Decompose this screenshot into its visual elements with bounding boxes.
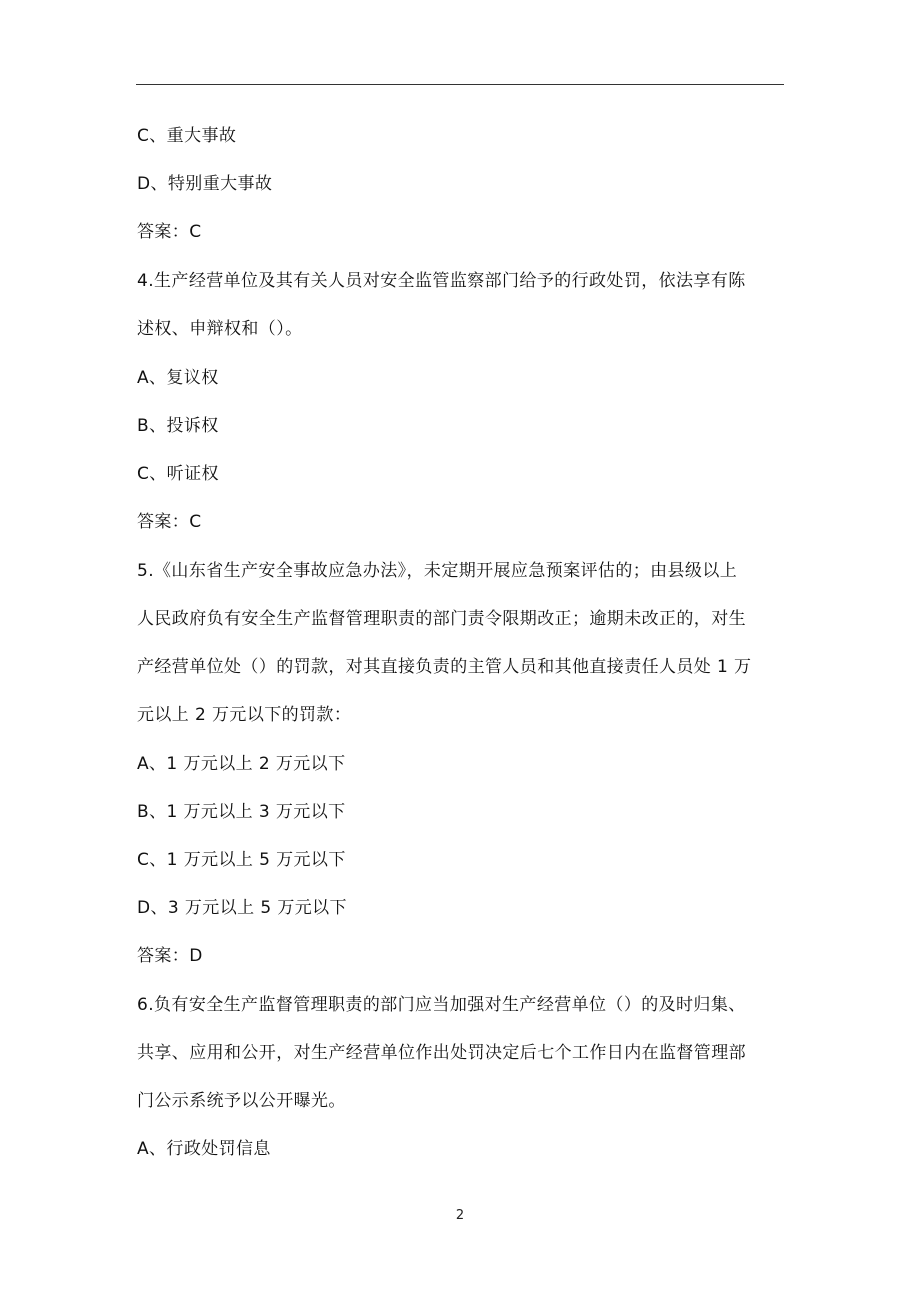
question-5-line-4: 元以上 2 万元以下的罚款： xyxy=(137,705,352,725)
question-6-line-3: 门公示系统予以公开曝光。 xyxy=(137,1091,346,1111)
option-b-q4: B、投诉权 xyxy=(137,416,219,436)
answer-q4: 答案：C xyxy=(137,512,202,532)
option-c-q5: C、1 万元以上 5 万元以下 xyxy=(137,850,346,870)
question-4-line-2: 述权、申辩权和（）。 xyxy=(137,319,303,339)
question-5-line-1: 5.《山东省生产安全事故应急办法》，未定期开展应急预案评估的；由县级以上 xyxy=(137,561,738,581)
option-a-q6: A、行政处罚信息 xyxy=(137,1139,271,1159)
option-d-q3: D、特别重大事故 xyxy=(137,174,273,194)
header-rule xyxy=(136,84,784,85)
option-d-q5: D、3 万元以上 5 万元以下 xyxy=(137,898,347,918)
option-c-q4: C、听证权 xyxy=(137,464,219,484)
option-a-q4: A、复议权 xyxy=(137,368,219,388)
question-5-line-2: 人民政府负有安全生产监督管理职责的部门责令限期改正；逾期未改正的，对生 xyxy=(137,609,746,629)
question-6-line-2: 共享、应用和公开，对生产经营单位作出处罚决定后七个工作日内在监督管理部 xyxy=(137,1043,746,1063)
option-b-q5: B、1 万元以上 3 万元以下 xyxy=(137,802,346,822)
question-5-line-3: 产经营单位处（）的罚款，对其直接负责的主管人员和其他直接责任人员处 1 万 xyxy=(137,657,752,677)
option-c-q3: C、重大事故 xyxy=(137,126,237,146)
question-6-line-1: 6.负有安全生产监督管理职责的部门应当加强对生产经营单位（）的及时归集、 xyxy=(137,995,746,1015)
answer-q3: 答案：C xyxy=(137,222,202,242)
answer-q5: 答案：D xyxy=(137,946,203,966)
option-a-q5: A、1 万元以上 2 万元以下 xyxy=(137,754,346,774)
question-4-line-1: 4.生产经营单位及其有关人员对安全监管监察部门给予的行政处罚，依法享有陈 xyxy=(137,271,746,291)
page-number: 2 xyxy=(455,1208,465,1223)
